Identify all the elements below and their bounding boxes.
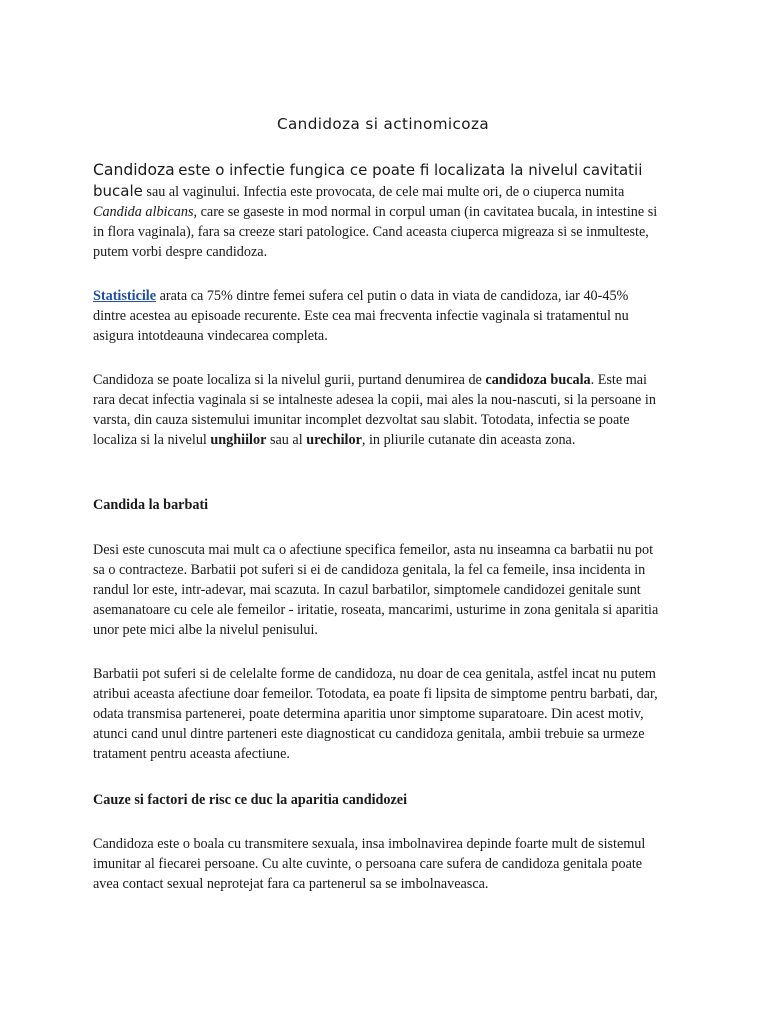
intro-serif-b: , care se gaseste in mod normal in corpul uman (in cavitatea bucala, in intestine si in flora vaginala), fara sa creeze stari patologice. Cand aceasta ciuperca migreaza si se inmulteste, putem vorbi despre candidoza.: [93, 204, 658, 260]
oral-text-d: sau al: [269, 432, 303, 448]
intro-sans-text: este o infectie fungica ce poate fi localizata la nivelul cavitatii: [178, 161, 643, 179]
heading-men: Candida la barbati: [93, 497, 209, 513]
oral-bold-3: urechilor: [306, 432, 362, 448]
statistics-link[interactable]: Statisticile: [93, 288, 157, 304]
paragraph-statistics: [93, 286, 663, 346]
oral-text-c: . Este mai rara decat infectia vaginala si se intalneste adesea la copii, mai ales la nou-nascuti, si la persoane in varsta, din cauza sistemului imunitar incomplet dezvoltat sau slabit. Totodata, infectia se poate localiza si la nivelul: [93, 372, 656, 448]
lead-word: Candidoza: [93, 161, 175, 179]
paragraph-oral: [93, 370, 663, 450]
heading-causes: Cauze si factori de risc ce duc la aparitia candidozei: [93, 792, 408, 808]
statistics-text: arata ca 75% dintre femei sufera cel putin o data in viata de candidoza, iar 40-45% dintre acestea au episoade recurente. Este cea mai frecventa infectie vaginala si tratamentul nu asigura intotdeauna vindecarea completa.: [93, 288, 629, 344]
paragraph-causes: Candidoza este o boala cu transmitere sexuala, insa imbolnavirea depinde foarte mult de sistemul imunitar al fiecarei persoane. Cu alte cuvinte, o persoana care sufera de candidoza genitala poate avea contact sexual neprotejat fara ca partenerul sa se imbolnaveasca.: [93, 836, 646, 892]
oral-bold-1: candidoza bucala: [485, 372, 591, 388]
paragraph-men-2: Barbatii pot suferi si de celelalte forme de candidoza, nu doar de cea genitala, astfel incat nu putem atribui aceasta afectiune doar femeilor. Totodata, ea poate fi lipsita de simptome pentru barbati, dar, odata transmisa partenerei, poate determina aparitia unor simptome suparatoare. Din acest motiv, atunci cand unul dintre parteneri este diagnosticat cu candidoza genitala, ambii trebuie sa urmeze tratament pentru aceasta afectiune.: [93, 666, 658, 762]
intro-italic: Candida albicans: [93, 204, 194, 220]
oral-text-e: , in pliurile cutanate din aceasta zona.: [361, 432, 576, 448]
paragraph-men-1: Desi este cunoscuta mai mult ca o afectiune specifica femeilor, asta nu inseamna ca barbatii nu pot sa o contracteze. Barbatii pot suferi si ei de candidoza genitala, la fel ca femeile, insa incidenta in randul lor este, intr-adevar, mai scazuta. In cazul barbatilor, simptomele candidozei genitale sunt asemanatoare cu cele ale femeilor - iritatie, roseata, mancarimi, usturime in zona genitala si aparitia unor pete mici albe la nivelul penisului.: [93, 542, 659, 638]
oral-text-a: Candidoza se poate localiza si la nivelul gurii, purtand denumirea de: [93, 372, 482, 388]
oral-bold-2: unghiilor: [210, 432, 267, 448]
intro-serif-a: sau al vaginului. Infectia este provocata, de cele mai multe ori, de o ciuperca numita: [146, 184, 625, 200]
document-title: Candidoza si actinomicoza: [276, 115, 490, 133]
paragraph-intro: [93, 160, 663, 262]
intro-sans-text-2: bucale: [93, 182, 143, 200]
